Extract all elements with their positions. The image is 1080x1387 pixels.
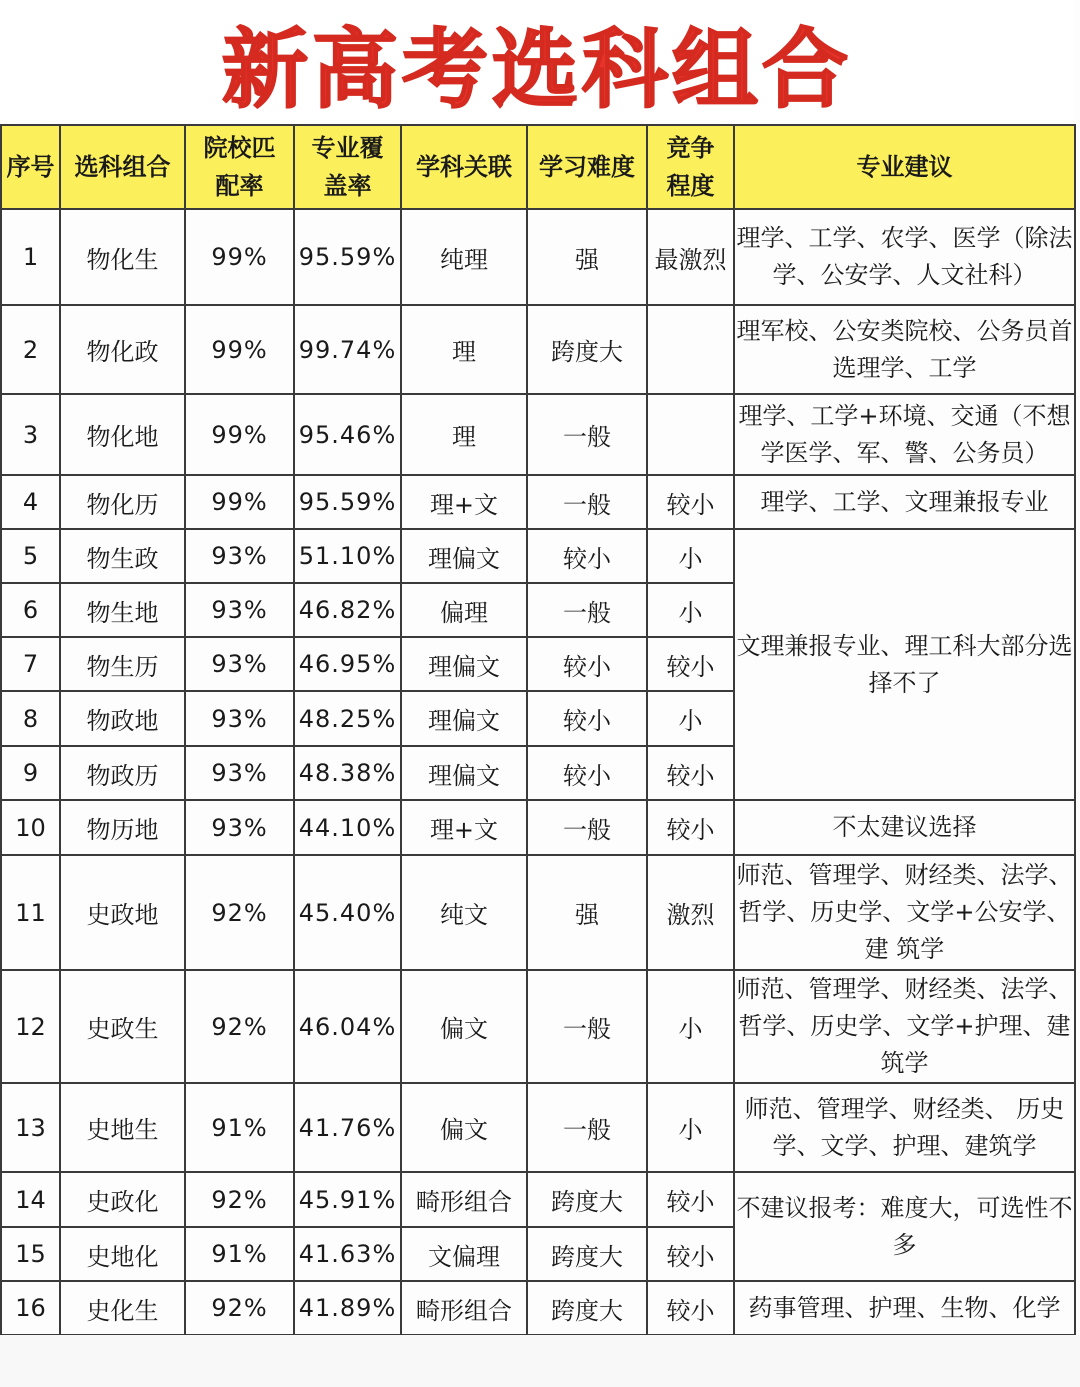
cell-difficulty: 跨度大 bbox=[527, 1281, 647, 1335]
cell-advice: 理军校、公安类院校、公务员首选理学、工学 bbox=[734, 305, 1075, 394]
cell-advice: 师范、管理学、财经类、 历史学、文学、护理、建筑学 bbox=[734, 1083, 1075, 1172]
cell-difficulty: 跨度大 bbox=[527, 1227, 647, 1281]
table-row bbox=[1, 800, 1075, 855]
cell-cover: 48.25% bbox=[294, 691, 401, 746]
cell-cover: 46.95% bbox=[294, 637, 401, 691]
cell-match: 92% bbox=[185, 970, 294, 1083]
header-difficulty: 学习难度 bbox=[527, 125, 647, 209]
cell-match: 93% bbox=[185, 746, 294, 800]
cell-match: 99% bbox=[185, 394, 294, 475]
cell-relation: 文偏理 bbox=[401, 1227, 527, 1281]
table-row bbox=[1, 1281, 1075, 1335]
cell-cover: 51.10% bbox=[294, 529, 401, 583]
cell-advice: 师范、管理学、财经类、法学、 哲学、历史学、文学+护理、建筑学 bbox=[734, 970, 1075, 1083]
cell-relation: 理 bbox=[401, 394, 527, 475]
cell-relation: 理偏文 bbox=[401, 691, 527, 746]
cell-combo: 物历地 bbox=[60, 800, 185, 855]
cell-cover: 45.40% bbox=[294, 855, 401, 970]
cell-advice: 文理兼报专业、理工科大部分选择不了 bbox=[734, 529, 1075, 800]
cell-match: 99% bbox=[185, 209, 294, 305]
cell-cover: 95.59% bbox=[294, 475, 401, 529]
cell-advice: 理学、工学、文理兼报专业 bbox=[734, 475, 1075, 529]
header-cover-line2: 盖率 bbox=[323, 172, 372, 200]
header-match bbox=[185, 125, 294, 209]
cell-difficulty: 强 bbox=[527, 209, 647, 305]
subject-combination-table bbox=[0, 124, 1076, 1336]
cell-competition: 较小 bbox=[647, 1281, 734, 1335]
cell-relation: 偏文 bbox=[401, 1083, 527, 1172]
cell-cover: 44.10% bbox=[294, 800, 401, 855]
cell-match: 91% bbox=[185, 1083, 294, 1172]
cell-difficulty: 较小 bbox=[527, 746, 647, 800]
cell-difficulty: 一般 bbox=[527, 394, 647, 475]
cell-index: 13 bbox=[1, 1083, 60, 1172]
cell-combo: 物化历 bbox=[60, 475, 185, 529]
cell-match: 92% bbox=[185, 1172, 294, 1227]
cell-match: 92% bbox=[185, 855, 294, 970]
cell-combo: 史政地 bbox=[60, 855, 185, 970]
cell-combo: 物生政 bbox=[60, 529, 185, 583]
cell-cover: 46.04% bbox=[294, 970, 401, 1083]
cell-difficulty: 跨度大 bbox=[527, 305, 647, 394]
cell-advice: 理学、工学+环境、交通（不想学医学、军、警、公务员） bbox=[734, 394, 1075, 475]
cell-competition: 较小 bbox=[647, 746, 734, 800]
cell-competition: 较小 bbox=[647, 1172, 734, 1227]
cell-relation: 偏理 bbox=[401, 583, 527, 637]
cell-combo: 物政历 bbox=[60, 746, 185, 800]
cell-index: 16 bbox=[1, 1281, 60, 1335]
cell-match: 93% bbox=[185, 583, 294, 637]
cell-relation: 畸形组合 bbox=[401, 1172, 527, 1227]
header-relation: 学科关联 bbox=[401, 125, 527, 209]
cell-cover: 48.38% bbox=[294, 746, 401, 800]
cell-difficulty: 较小 bbox=[527, 529, 647, 583]
cell-difficulty: 一般 bbox=[527, 1083, 647, 1172]
table-row bbox=[1, 209, 1075, 305]
cell-relation: 理偏文 bbox=[401, 529, 527, 583]
cell-competition: 小 bbox=[647, 1083, 734, 1172]
cell-competition: 小 bbox=[647, 691, 734, 746]
cell-relation: 理+文 bbox=[401, 800, 527, 855]
cell-cover: 95.59% bbox=[294, 209, 401, 305]
cell-competition: 小 bbox=[647, 583, 734, 637]
cell-index: 14 bbox=[1, 1172, 60, 1227]
cell-index: 15 bbox=[1, 1227, 60, 1281]
cell-combo: 物化政 bbox=[60, 305, 185, 394]
cell-difficulty: 一般 bbox=[527, 583, 647, 637]
cell-competition: 较小 bbox=[647, 475, 734, 529]
table-row bbox=[1, 394, 1075, 475]
cell-competition: 较小 bbox=[647, 637, 734, 691]
page-title: 新高考选科组合 bbox=[222, 20, 852, 120]
cell-match: 93% bbox=[185, 800, 294, 855]
cell-combo: 物化地 bbox=[60, 394, 185, 475]
cell-advice: 师范、管理学、财经类、法学、哲学、历史学、文学+公安学、建 筑学 bbox=[734, 855, 1075, 970]
cell-match: 93% bbox=[185, 637, 294, 691]
cell-combo: 物政地 bbox=[60, 691, 185, 746]
table-row bbox=[1, 1172, 1075, 1227]
cell-match: 93% bbox=[185, 691, 294, 746]
cell-relation: 理偏文 bbox=[401, 637, 527, 691]
header-combo: 选科组合 bbox=[60, 125, 185, 209]
cell-cover: 99.74% bbox=[294, 305, 401, 394]
cell-competition: 小 bbox=[647, 529, 734, 583]
cell-cover: 46.82% bbox=[294, 583, 401, 637]
cell-advice: 药事管理、护理、生物、化学 bbox=[734, 1281, 1075, 1335]
cell-competition bbox=[647, 394, 734, 475]
table-header-row bbox=[1, 125, 1075, 209]
cell-index: 12 bbox=[1, 970, 60, 1083]
cell-competition: 激烈 bbox=[647, 855, 734, 970]
header-competition bbox=[647, 125, 734, 209]
cell-match: 91% bbox=[185, 1227, 294, 1281]
cell-competition: 较小 bbox=[647, 800, 734, 855]
cell-index: 3 bbox=[1, 394, 60, 475]
cell-match: 99% bbox=[185, 475, 294, 529]
cell-index: 2 bbox=[1, 305, 60, 394]
cell-relation: 理 bbox=[401, 305, 527, 394]
cell-index: 7 bbox=[1, 637, 60, 691]
table-row bbox=[1, 970, 1075, 1083]
cell-cover: 41.89% bbox=[294, 1281, 401, 1335]
cell-difficulty: 一般 bbox=[527, 800, 647, 855]
table-row bbox=[1, 305, 1075, 394]
cell-match: 93% bbox=[185, 529, 294, 583]
cell-index: 10 bbox=[1, 800, 60, 855]
cell-relation: 理+文 bbox=[401, 475, 527, 529]
header-competition-line2: 程度 bbox=[666, 172, 715, 200]
cell-difficulty: 跨度大 bbox=[527, 1172, 647, 1227]
table-row bbox=[1, 529, 1075, 583]
cell-competition bbox=[647, 305, 734, 394]
table-row bbox=[1, 855, 1075, 970]
cell-index: 8 bbox=[1, 691, 60, 746]
cell-index: 11 bbox=[1, 855, 60, 970]
cell-match: 92% bbox=[185, 1281, 294, 1335]
header-match-line1: 院校匹 bbox=[203, 134, 276, 162]
header-match-line2: 配率 bbox=[215, 172, 264, 200]
cell-difficulty: 一般 bbox=[527, 970, 647, 1083]
bottom-margin bbox=[0, 1335, 1080, 1387]
cell-difficulty: 较小 bbox=[527, 637, 647, 691]
header-cover bbox=[294, 125, 401, 209]
cell-advice: 不建议报考：难度大，可选性不多 bbox=[734, 1172, 1075, 1281]
cell-cover: 41.63% bbox=[294, 1227, 401, 1281]
cell-competition: 较小 bbox=[647, 1227, 734, 1281]
header-cover-line1: 专业覆 bbox=[311, 134, 384, 162]
cell-difficulty: 较小 bbox=[527, 691, 647, 746]
cell-index: 4 bbox=[1, 475, 60, 529]
cell-index: 1 bbox=[1, 209, 60, 305]
cell-difficulty: 一般 bbox=[527, 475, 647, 529]
title-bar bbox=[0, 0, 1074, 126]
header-advice: 专业建议 bbox=[734, 125, 1075, 209]
cell-relation: 畸形组合 bbox=[401, 1281, 527, 1335]
cell-relation: 纯文 bbox=[401, 855, 527, 970]
cell-combo: 史政化 bbox=[60, 1172, 185, 1227]
cell-cover: 41.76% bbox=[294, 1083, 401, 1172]
cell-competition: 小 bbox=[647, 970, 734, 1083]
cell-advice: 不太建议选择 bbox=[734, 800, 1075, 855]
cell-relation: 纯理 bbox=[401, 209, 527, 305]
cell-combo: 史地化 bbox=[60, 1227, 185, 1281]
cell-index: 6 bbox=[1, 583, 60, 637]
cell-combo: 史政生 bbox=[60, 970, 185, 1083]
cell-index: 9 bbox=[1, 746, 60, 800]
cell-match: 99% bbox=[185, 305, 294, 394]
table-row bbox=[1, 1083, 1075, 1172]
header-competition-line1: 竞争 bbox=[666, 134, 715, 162]
cell-cover: 45.91% bbox=[294, 1172, 401, 1227]
table-row bbox=[1, 475, 1075, 529]
cell-combo: 史化生 bbox=[60, 1281, 185, 1335]
cell-index: 5 bbox=[1, 529, 60, 583]
cell-relation: 偏文 bbox=[401, 970, 527, 1083]
cell-competition: 最激烈 bbox=[647, 209, 734, 305]
cell-cover: 95.46% bbox=[294, 394, 401, 475]
cell-difficulty: 强 bbox=[527, 855, 647, 970]
cell-combo: 史地生 bbox=[60, 1083, 185, 1172]
header-index: 序号 bbox=[1, 125, 60, 209]
cell-combo: 物生地 bbox=[60, 583, 185, 637]
cell-advice: 理学、工学、农学、医学（除法 学、公安学、人文社科） bbox=[734, 209, 1075, 305]
cell-combo: 物化生 bbox=[60, 209, 185, 305]
cell-relation: 理偏文 bbox=[401, 746, 527, 800]
cell-combo: 物生历 bbox=[60, 637, 185, 691]
